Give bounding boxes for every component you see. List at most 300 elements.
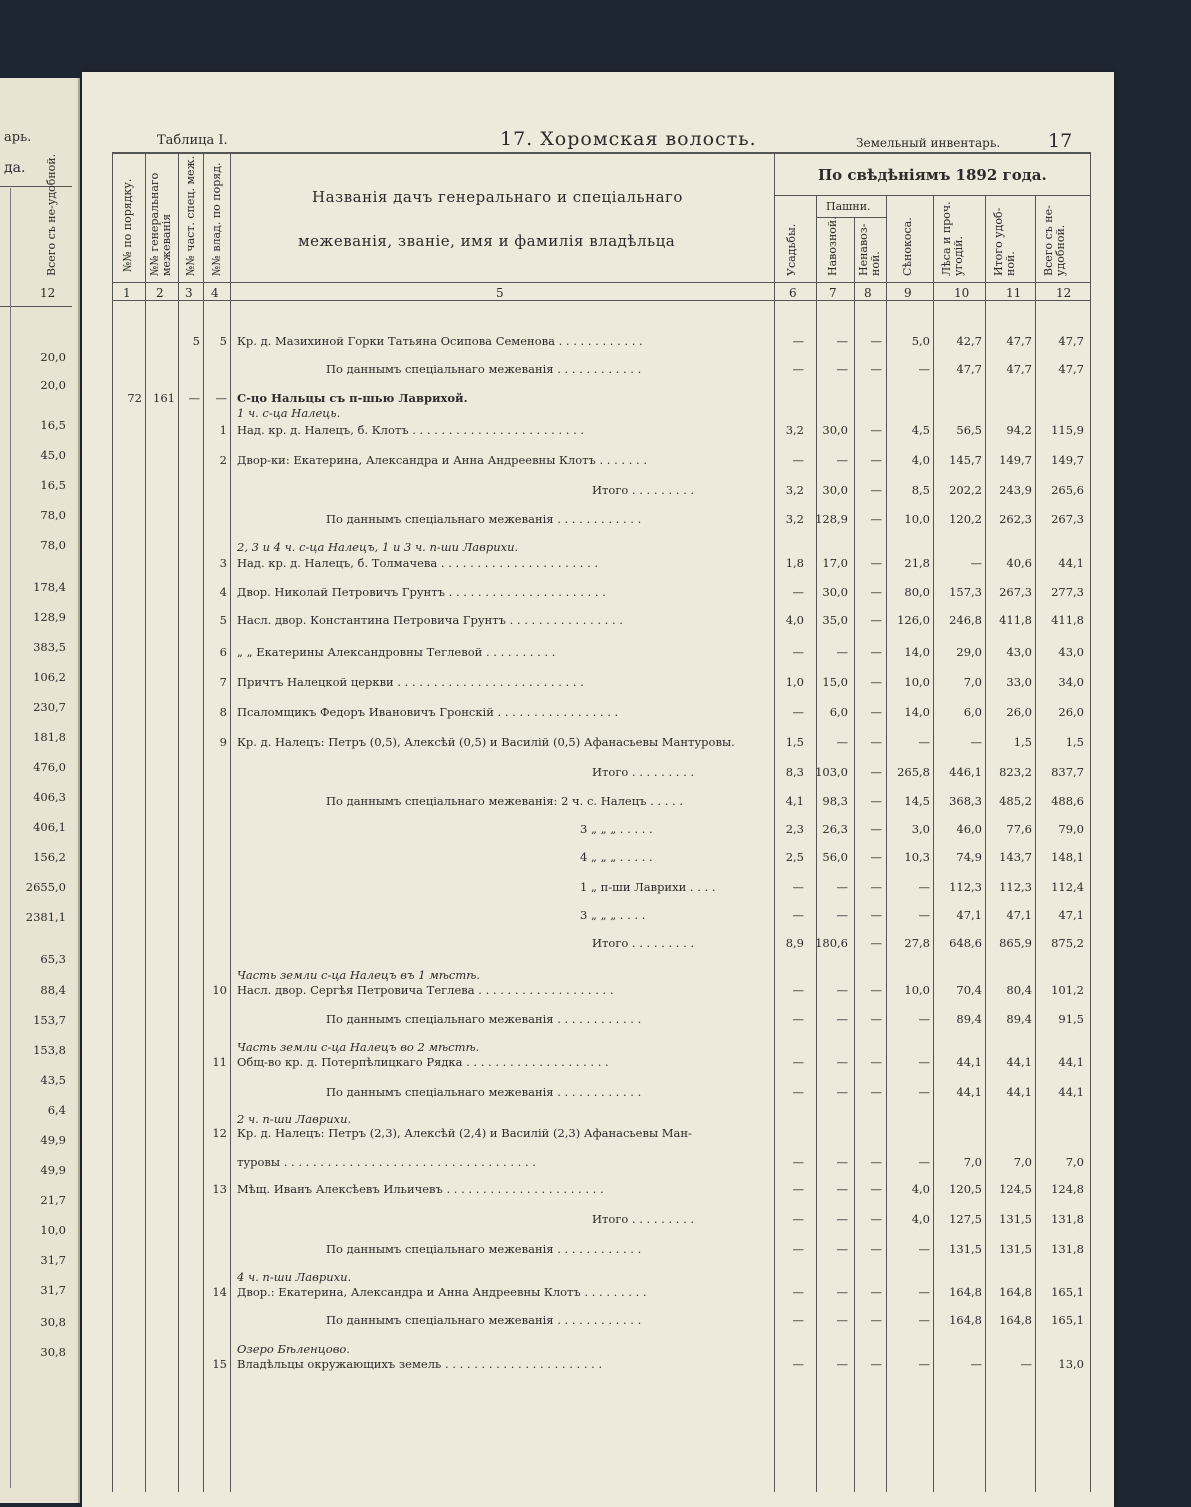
- value-col-11: 80,4: [1006, 983, 1032, 997]
- col5-header-line1: Названія дачъ генеральнаго и спеціальнаго: [312, 188, 683, 206]
- value-col-12: 875,2: [1051, 936, 1084, 950]
- value-col-9: —: [918, 908, 930, 922]
- value-col-6: —: [792, 908, 804, 922]
- value-col-8: —: [870, 483, 882, 497]
- col3-header: №№ част. спец. меж.: [184, 155, 197, 276]
- cell-c4: 5: [219, 334, 227, 348]
- left-page-value: 30,8: [40, 1345, 66, 1359]
- left-page-value: 383,5: [33, 640, 66, 654]
- value-col-11: 124,5: [999, 1182, 1032, 1196]
- left-page-value: 406,1: [33, 820, 66, 834]
- cell-name: 2 ч. п-ши Лаврихи.: [237, 1112, 352, 1126]
- value-col-6: —: [792, 1085, 804, 1099]
- left-page-value: 45,0: [40, 448, 66, 462]
- value-col-12: 91,5: [1058, 1012, 1084, 1026]
- value-col-7: —: [836, 1357, 848, 1371]
- value-col-12: 131,8: [1051, 1212, 1084, 1226]
- value-col-12: 34,0: [1058, 675, 1084, 689]
- value-col-9: 14,0: [904, 705, 930, 719]
- table-label: Таблица I.: [157, 133, 228, 148]
- cell-c4: 14: [212, 1285, 227, 1299]
- value-col-11: 112,3: [999, 880, 1032, 894]
- value-col-12: 115,9: [1051, 423, 1084, 437]
- value-col-9: 265,8: [897, 765, 930, 779]
- value-col-11: 823,2: [999, 765, 1032, 779]
- value-col-7: —: [836, 1155, 848, 1169]
- value-col-11: 33,0: [1006, 675, 1032, 689]
- cell-c4: 1: [219, 423, 227, 437]
- cell-name: Двор.: Екатерина, Александра и Анна Андреевны Клотъ . . . . . . . . .: [237, 1285, 647, 1299]
- value-col-8: —: [870, 1182, 882, 1196]
- value-col-10: 89,4: [956, 1012, 982, 1026]
- cell-name: По даннымъ спеціальнаго межеванія . . . . . . . . . . . .: [326, 1085, 642, 1099]
- value-col-6: —: [792, 1212, 804, 1226]
- value-col-8: —: [870, 556, 882, 570]
- left-page-col-number: 12: [40, 286, 56, 300]
- cell-name: Часть земли с-ца Налецъ въ 1 мѣстѣ.: [237, 968, 481, 982]
- value-col-10: 112,3: [949, 880, 982, 894]
- value-col-10: 368,3: [949, 794, 982, 808]
- value-col-12: 267,3: [1051, 512, 1084, 526]
- value-col-7: 103,0: [815, 765, 848, 779]
- value-col-7: —: [836, 334, 848, 348]
- left-page-value: 65,3: [40, 952, 66, 966]
- value-col-12: 13,0: [1058, 1357, 1084, 1371]
- value-col-10: 70,4: [956, 983, 982, 997]
- value-col-10: 42,7: [956, 334, 982, 348]
- left-page-subheader: да.: [4, 160, 26, 176]
- value-col-9: 4,0: [911, 453, 930, 467]
- left-page-col-header: Всего съ не-удобной.: [45, 153, 58, 276]
- value-col-10: 46,0: [956, 822, 982, 836]
- value-col-6: —: [792, 983, 804, 997]
- left-page-value: 78,0: [40, 538, 66, 552]
- left-page-value: 153,7: [33, 1013, 66, 1027]
- value-col-9: 14,5: [904, 794, 930, 808]
- value-col-9: 4,5: [911, 423, 930, 437]
- value-col-7: 17,0: [822, 556, 848, 570]
- value-col-12: 165,1: [1051, 1285, 1084, 1299]
- value-col-8: —: [870, 822, 882, 836]
- cell-name: „ „ Екатерины Александровны Теглевой . . . . . . . . . .: [237, 645, 556, 659]
- value-col-12: 165,1: [1051, 1313, 1084, 1327]
- cell-c4: 7: [219, 675, 227, 689]
- value-col-8: —: [870, 362, 882, 376]
- value-col-8: —: [870, 850, 882, 864]
- cell-name: Причтъ Налецкой церкви . . . . . . . . . . . . . . . . . . . . . . . . . .: [237, 675, 584, 689]
- value-col-6: 2,3: [785, 822, 804, 836]
- left-page-header: арь.: [4, 130, 32, 145]
- value-col-6: —: [792, 880, 804, 894]
- left-page-value: 49,9: [40, 1163, 66, 1177]
- value-col-7: 6,0: [829, 705, 848, 719]
- value-col-8: —: [870, 1242, 882, 1256]
- left-page-value: 406,3: [33, 790, 66, 804]
- value-col-12: 131,8: [1051, 1242, 1084, 1256]
- value-col-7: 180,6: [815, 936, 848, 950]
- value-col-12: 47,7: [1058, 362, 1084, 376]
- value-col-12: 44,1: [1058, 1085, 1084, 1099]
- cell-c4: 13: [212, 1182, 227, 1196]
- value-col-12: 47,1: [1058, 908, 1084, 922]
- value-col-6: 4,1: [785, 794, 804, 808]
- cell-name: По даннымъ спеціальнаго межеванія . . . . . . . . . . . .: [326, 1313, 642, 1327]
- value-col-8: —: [870, 1357, 882, 1371]
- value-col-12: 488,6: [1051, 794, 1084, 808]
- value-col-10: 127,5: [949, 1212, 982, 1226]
- value-col-10: 74,9: [956, 850, 982, 864]
- value-col-7: —: [836, 1085, 848, 1099]
- value-col-7: —: [836, 1212, 848, 1226]
- cell-c4: 10: [212, 983, 227, 997]
- cell-name: Владѣльцы окружающихъ земель . . . . . . . . . . . . . . . . . . . . . .: [237, 1357, 603, 1371]
- left-page-value: 476,0: [33, 760, 66, 774]
- cell-name: Псаломщикъ Федоръ Ивановичъ Гронскій . . . . . . . . . . . . . . . . .: [237, 705, 619, 719]
- left-page-value: 156,2: [33, 850, 66, 864]
- value-col-11: 7,0: [1013, 1155, 1032, 1169]
- value-col-7: 56,0: [822, 850, 848, 864]
- cell-name: Насл. двор. Константина Петровича Грунтъ . . . . . . . . . . . . . . . .: [237, 613, 623, 627]
- cell-c4: 8: [219, 705, 227, 719]
- left-page-value: 49,9: [40, 1133, 66, 1147]
- value-col-8: —: [870, 1055, 882, 1069]
- value-col-8: —: [870, 983, 882, 997]
- column-number: 11: [1006, 286, 1022, 300]
- value-col-6: —: [792, 1242, 804, 1256]
- col7-header: Навозной.: [826, 216, 839, 276]
- value-col-11: 164,8: [999, 1313, 1032, 1327]
- value-col-6: 1,5: [785, 735, 804, 749]
- value-col-11: 262,3: [999, 512, 1032, 526]
- value-col-8: —: [870, 1012, 882, 1026]
- value-col-10: —: [970, 1357, 982, 1371]
- value-col-6: 8,3: [785, 765, 804, 779]
- value-col-12: 837,7: [1051, 765, 1084, 779]
- cell-c4: 2: [219, 453, 227, 467]
- col2-header: №№ генеральнаго межеванія: [148, 172, 173, 276]
- value-col-6: 4,0: [785, 613, 804, 627]
- column-number: 8: [864, 286, 872, 300]
- left-page-value: 6,4: [47, 1103, 66, 1117]
- value-col-12: 265,6: [1051, 483, 1084, 497]
- value-col-10: 120,5: [949, 1182, 982, 1196]
- cell-name: По даннымъ спеціальнаго межеванія: 2 ч. с. Налецъ . . . . .: [326, 794, 683, 808]
- value-col-11: 164,8: [999, 1285, 1032, 1299]
- value-col-6: 3,2: [785, 512, 804, 526]
- cell-c2: 161: [153, 391, 175, 405]
- col5-header-line2: межеванія, званіе, имя и фамилія владѣльца: [298, 232, 676, 250]
- left-page-value: 20,0: [40, 378, 66, 392]
- left-page-value: 178,4: [33, 580, 66, 594]
- col8-header: Ненавоз-ной.: [857, 223, 882, 276]
- cell-name: Над. кр. д. Налецъ, б. Толмачева . . . . . . . . . . . . . . . . . . . . . .: [237, 556, 599, 570]
- left-page-value: 20,0: [40, 350, 66, 364]
- value-col-7: 30,0: [822, 423, 848, 437]
- value-col-8: —: [870, 675, 882, 689]
- cell-c4: 11: [212, 1055, 227, 1069]
- value-col-11: 267,3: [999, 585, 1032, 599]
- value-col-10: —: [970, 556, 982, 570]
- value-col-7: —: [836, 1182, 848, 1196]
- value-col-6: —: [792, 453, 804, 467]
- value-col-10: 131,5: [949, 1242, 982, 1256]
- value-col-10: 47,1: [956, 908, 982, 922]
- left-page-value: 153,8: [33, 1043, 66, 1057]
- value-col-9: 5,0: [911, 334, 930, 348]
- value-col-11: 143,7: [999, 850, 1032, 864]
- value-col-10: —: [970, 735, 982, 749]
- value-col-9: 10,0: [904, 512, 930, 526]
- group-header: По свѣдѣніямъ 1892 года.: [818, 166, 1047, 184]
- cell-name: Насл. двор. Сергѣя Петровича Теглева . . . . . . . . . . . . . . . . . . .: [237, 983, 614, 997]
- value-col-11: 411,8: [999, 613, 1032, 627]
- cell-name: 2, 3 и 4 ч. с-ца Налецъ, 1 и 3 ч. п-ши Лаврихи.: [237, 540, 519, 554]
- cell-name: Итого . . . . . . . . .: [592, 936, 695, 950]
- value-col-6: 8,9: [785, 936, 804, 950]
- cell-name: Итого . . . . . . . . .: [592, 765, 695, 779]
- value-col-6: —: [792, 705, 804, 719]
- value-col-7: —: [836, 735, 848, 749]
- value-col-10: 157,3: [949, 585, 982, 599]
- value-col-9: 8,5: [911, 483, 930, 497]
- column-number: 3: [185, 286, 193, 300]
- value-col-10: 29,0: [956, 645, 982, 659]
- value-col-10: 164,8: [949, 1313, 982, 1327]
- column-number: 9: [904, 286, 912, 300]
- value-col-10: 246,8: [949, 613, 982, 627]
- cell-name: туровы . . . . . . . . . . . . . . . . . . . . . . . . . . . . . . . . . . .: [237, 1155, 536, 1169]
- value-col-9: 27,8: [904, 936, 930, 950]
- value-col-9: —: [918, 735, 930, 749]
- value-col-6: —: [792, 334, 804, 348]
- value-col-10: 47,7: [956, 362, 982, 376]
- value-col-8: —: [870, 334, 882, 348]
- value-col-9: 3,0: [911, 822, 930, 836]
- value-col-9: 14,0: [904, 645, 930, 659]
- column-number: 1: [123, 286, 131, 300]
- column-number: 4: [211, 286, 219, 300]
- value-col-12: 148,1: [1051, 850, 1084, 864]
- value-col-7: 35,0: [822, 613, 848, 627]
- value-col-7: 128,9: [815, 512, 848, 526]
- col10-header: Лѣса и проч. угодій.: [940, 201, 965, 276]
- cell-name: Часть земли с-ца Налецъ во 2 мѣстѣ.: [237, 1040, 480, 1054]
- value-col-11: 1,5: [1013, 735, 1032, 749]
- cell-c3: —: [188, 391, 200, 405]
- value-col-12: 1,5: [1065, 735, 1084, 749]
- value-col-7: —: [836, 645, 848, 659]
- col9-header: Сѣнокоса.: [901, 217, 914, 276]
- cell-name: Двор-ки: Екатерина, Александра и Анна Андреевны Клотъ . . . . . . .: [237, 453, 647, 467]
- left-page-value: 2381,1: [25, 910, 66, 924]
- value-col-9: —: [918, 1012, 930, 1026]
- cell-name: Кр. д. Налецъ: Петръ (2,3), Алексѣй (2,4) и Василій (2,3) Афанасьевы Ман-: [237, 1126, 692, 1140]
- cell-c4: 12: [212, 1126, 227, 1140]
- value-col-11: —: [1020, 1357, 1032, 1371]
- column-number: 2: [156, 286, 164, 300]
- value-col-11: 243,9: [999, 483, 1032, 497]
- value-col-11: 77,6: [1006, 822, 1032, 836]
- cell-name: 3 „ „ „ . . . . .: [580, 822, 653, 836]
- value-col-6: —: [792, 1055, 804, 1069]
- value-col-6: —: [792, 362, 804, 376]
- value-col-11: 485,2: [999, 794, 1032, 808]
- col4-header: №№ влад. по поряд.: [210, 162, 223, 276]
- left-page-value: 16,5: [40, 418, 66, 432]
- cell-name: Двор. Николай Петровичъ Грунтъ . . . . . . . . . . . . . . . . . . . . . .: [237, 585, 606, 599]
- value-col-10: 44,1: [956, 1055, 982, 1069]
- value-col-11: 47,7: [1006, 362, 1032, 376]
- value-col-8: —: [870, 423, 882, 437]
- value-col-8: —: [870, 613, 882, 627]
- cell-c4: 6: [219, 645, 227, 659]
- left-page-value: 21,7: [40, 1193, 66, 1207]
- value-col-8: —: [870, 645, 882, 659]
- value-col-11: 131,5: [999, 1242, 1032, 1256]
- value-col-7: 98,3: [822, 794, 848, 808]
- cell-name: Озеро Бѣленцово.: [237, 1342, 350, 1356]
- value-col-8: —: [870, 512, 882, 526]
- value-col-11: 26,0: [1006, 705, 1032, 719]
- left-page-value: 230,7: [33, 700, 66, 714]
- value-col-9: —: [918, 1055, 930, 1069]
- cell-name: Общ-во кр. д. Потерпѣлицкаго Рядка . . . . . . . . . . . . . . . . . . . .: [237, 1055, 609, 1069]
- value-col-8: —: [870, 765, 882, 779]
- value-col-9: —: [918, 1357, 930, 1371]
- cell-name: По даннымъ спеціальнаго межеванія . . . . . . . . . . . .: [326, 362, 642, 376]
- value-col-10: 648,6: [949, 936, 982, 950]
- cell-name: Кр. д. Мазихиной Горки Татьяна Осипова Семенова . . . . . . . . . . . .: [237, 334, 643, 348]
- value-col-12: 124,8: [1051, 1182, 1084, 1196]
- value-col-8: —: [870, 453, 882, 467]
- value-col-6: —: [792, 585, 804, 599]
- value-col-8: —: [870, 735, 882, 749]
- col11-header: Итого удоб-ной.: [992, 207, 1017, 276]
- value-col-8: —: [870, 1285, 882, 1299]
- cell-c4: 3: [219, 556, 227, 570]
- value-col-7: —: [836, 880, 848, 894]
- value-col-10: 6,0: [963, 705, 982, 719]
- value-col-7: —: [836, 1242, 848, 1256]
- column-number: 7: [829, 286, 837, 300]
- column-number: 12: [1056, 286, 1072, 300]
- value-col-9: —: [918, 880, 930, 894]
- value-col-6: —: [792, 1155, 804, 1169]
- value-col-8: —: [870, 880, 882, 894]
- left-page-value: 31,7: [40, 1283, 66, 1297]
- value-col-11: 44,1: [1006, 1055, 1032, 1069]
- value-col-8: —: [870, 908, 882, 922]
- left-page-value: 31,7: [40, 1253, 66, 1267]
- column-number: 5: [496, 286, 504, 300]
- value-col-12: 44,1: [1058, 556, 1084, 570]
- value-col-11: 40,6: [1006, 556, 1032, 570]
- value-col-7: —: [836, 983, 848, 997]
- value-col-11: 47,1: [1006, 908, 1032, 922]
- value-col-11: 149,7: [999, 453, 1032, 467]
- value-col-8: —: [870, 585, 882, 599]
- left-page-value: 78,0: [40, 508, 66, 522]
- value-col-10: 7,0: [963, 1155, 982, 1169]
- value-col-9: —: [918, 1085, 930, 1099]
- value-col-7: 26,3: [822, 822, 848, 836]
- value-col-11: 47,7: [1006, 334, 1032, 348]
- page-title: 17. Хоромская волость.: [500, 128, 757, 150]
- cell-c4: 15: [212, 1357, 227, 1371]
- col6-header: Усадьбы.: [785, 223, 798, 276]
- value-col-10: 44,1: [956, 1085, 982, 1099]
- value-col-7: —: [836, 1313, 848, 1327]
- cell-c4: 4: [219, 585, 227, 599]
- left-page-fragment: [0, 78, 80, 1503]
- value-col-12: 43,0: [1058, 645, 1084, 659]
- value-col-7: 30,0: [822, 585, 848, 599]
- value-col-9: —: [918, 1285, 930, 1299]
- value-col-7: —: [836, 908, 848, 922]
- pashni-header: Пашни.: [826, 200, 871, 213]
- value-col-7: —: [836, 453, 848, 467]
- value-col-6: —: [792, 1357, 804, 1371]
- value-col-11: 131,5: [999, 1212, 1032, 1226]
- value-col-12: 101,2: [1051, 983, 1084, 997]
- cell-name: Над. кр. д. Налецъ, б. Клотъ . . . . . . . . . . . . . . . . . . . . . . . .: [237, 423, 585, 437]
- left-page-value: 43,5: [40, 1073, 66, 1087]
- col1-header: №№ по порядку.: [121, 178, 134, 272]
- value-col-7: 30,0: [822, 483, 848, 497]
- value-col-6: —: [792, 645, 804, 659]
- cell-c4: 5: [219, 613, 227, 627]
- value-col-10: 120,2: [949, 512, 982, 526]
- value-col-12: 44,1: [1058, 1055, 1084, 1069]
- value-col-12: 47,7: [1058, 334, 1084, 348]
- value-col-8: —: [870, 705, 882, 719]
- value-col-9: 10,0: [904, 675, 930, 689]
- cell-name: С-цо Нальцы съ п-шью Лаврихой.: [237, 391, 468, 405]
- value-col-12: 79,0: [1058, 822, 1084, 836]
- column-number: 10: [954, 286, 970, 300]
- value-col-12: 411,8: [1051, 613, 1084, 627]
- value-col-6: —: [792, 1285, 804, 1299]
- value-col-10: 202,2: [949, 483, 982, 497]
- cell-name: Кр. д. Налецъ: Петръ (0,5), Алексѣй (0,5) и Василій (0,5) Афанасьевы Мантуровы.: [237, 735, 735, 749]
- value-col-6: —: [792, 1182, 804, 1196]
- left-page-value: 181,8: [33, 730, 66, 744]
- value-col-12: 277,3: [1051, 585, 1084, 599]
- cell-name: 4 „ „ „ . . . . .: [580, 850, 653, 864]
- section-title: Земельный инвентарь.: [856, 136, 1001, 150]
- left-page-value: 30,8: [40, 1315, 66, 1329]
- cell-name: Мѣщ. Иванъ Алексѣевъ Ильичевъ . . . . . . . . . . . . . . . . . . . . . .: [237, 1182, 604, 1196]
- value-col-7: 15,0: [822, 675, 848, 689]
- cell-name: Итого . . . . . . . . .: [592, 483, 695, 497]
- value-col-11: 865,9: [999, 936, 1032, 950]
- value-col-6: 2,5: [785, 850, 804, 864]
- page-number: 17: [1048, 130, 1073, 152]
- value-col-9: 10,3: [904, 850, 930, 864]
- left-page-value: 88,4: [40, 983, 66, 997]
- cell-c1: 72: [127, 391, 142, 405]
- left-page-value: 2655,0: [25, 880, 66, 894]
- value-col-12: 26,0: [1058, 705, 1084, 719]
- cell-c3: 5: [192, 334, 200, 348]
- value-col-6: —: [792, 1012, 804, 1026]
- value-col-6: —: [792, 1313, 804, 1327]
- value-col-7: —: [836, 1012, 848, 1026]
- left-page-value: 16,5: [40, 478, 66, 492]
- cell-name: По даннымъ спеціальнаго межеванія . . . . . . . . . . . .: [326, 1242, 642, 1256]
- value-col-9: —: [918, 1313, 930, 1327]
- value-col-11: 89,4: [1006, 1012, 1032, 1026]
